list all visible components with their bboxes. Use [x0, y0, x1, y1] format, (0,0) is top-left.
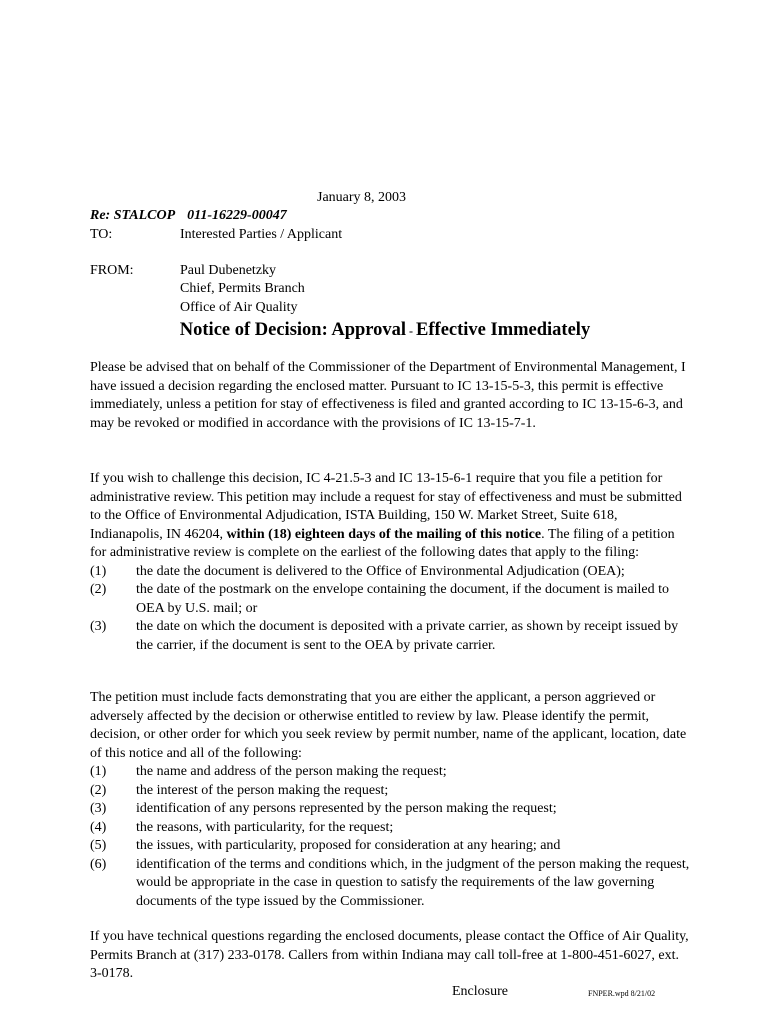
paragraph-challenge	[90, 470, 690, 655]
list-item-number: (1)	[90, 764, 107, 779]
list-item-number: (4)	[90, 819, 107, 835]
paragraph-effective: Please be advised that on behalf of the Commissioner of the Department of Environmental Management, I have issued a decision regarding the enclosed matter. Pursuant to IC 13-15-5-3, this permit is effective immediately, unless a petition for stay of effectiveness is filed and granted according to IC 13-15-6-3, and may be revoked or modified in accordance with the provisions of IC 13-15-7-1.	[90, 360, 686, 431]
document-reference: FNPER.wpd 8/21/02	[588, 989, 656, 998]
from-label: FROM:	[90, 263, 134, 278]
list-item-number: (5)	[90, 838, 107, 853]
letter-date: January 8, 2003	[317, 190, 407, 205]
challenge-text-start: If you wish to challenge this decision, IC 4-21.5-3 and IC 13-15-6-1 require that you file a petition for administrative review. This petition may include a request for stay of effectiveness and must be submitted to the Office of Environmental Adjudication, ISTA Building, 150 W. Market Street, Suite 618, Indianapolis, IN 46204,	[90, 471, 682, 542]
list-item-text: identification of the terms and conditions which, in the judgment of the person making the request, would be appropriate in the case in question to satisfy the requirements of the law governing documents of the type issued by the Commissioner.	[136, 856, 690, 909]
from-name: Paul Dubenetzky	[180, 263, 277, 278]
title-part-2: Effective Immediately	[416, 320, 591, 340]
re-label: Re: STALCOP	[90, 208, 176, 223]
permit-number: 011-16229-00047	[187, 208, 287, 223]
list-item-number: (2)	[90, 582, 107, 597]
challenge-text-end: . The filing of a petition for administrative review is complete on the earliest of the following dates that apply to the filing:	[90, 526, 675, 560]
petition-requirements-list	[90, 763, 690, 911]
list-item-number: (3)	[90, 801, 107, 816]
re-line	[90, 207, 287, 226]
title-part-1: Notice of Decision: Approval	[179, 320, 407, 340]
title-dash: -	[406, 324, 417, 338]
enclosure-note: Enclosure	[452, 984, 508, 999]
list-item-number: (6)	[90, 856, 107, 872]
from-office: Office of Air Quality	[180, 300, 298, 315]
list-item	[90, 856, 690, 912]
challenge-text	[90, 470, 690, 563]
notice-title	[0, 318, 770, 343]
list-item-number: (1)	[90, 563, 107, 579]
filing-dates-list	[90, 563, 690, 656]
list-item-number: (2)	[90, 782, 107, 798]
paragraph-contact: If you have technical questions regarding the enclosed documents, please contact the Office of Air Quality, Permits Branch at (317) 233-0178. Callers from within Indiana may call toll-free at 1-800-451-6027, ext. 3-0178.	[90, 929, 689, 981]
list-item-text: the reasons, with particularity, for the request;	[136, 819, 394, 835]
list-item-text: the name and address of the person making the request;	[136, 764, 447, 779]
list-item-text: identification of any persons represented by the person making the request;	[136, 801, 557, 816]
to-label: TO:	[90, 227, 113, 242]
list-item	[90, 837, 690, 856]
list-item-text: the date of the postmark on the envelope containing the document, if the document is mailed to OEA by U.S. mail; or	[136, 582, 670, 616]
list-item	[90, 618, 690, 655]
list-item	[90, 782, 690, 801]
to-value: Interested Parties / Applicant	[180, 227, 343, 242]
petition-text: The petition must include facts demonstrating that you are either the applicant, a person aggrieved or adversely affected by the decision or otherwise entitled to review by law. Please identify the permit, decision, or other order for which you seek review by permit number, name of the applicant, location, date of this notice and all of the following:	[90, 690, 687, 761]
list-item-text: the issues, with particularity, proposed for consideration at any hearing; and	[136, 838, 561, 853]
list-item	[90, 563, 690, 582]
from-title: Chief, Permits Branch	[180, 281, 305, 296]
paragraph-petition	[90, 689, 690, 911]
list-item	[90, 819, 690, 838]
list-item-number: (3)	[90, 619, 107, 634]
list-item-text: the date the document is delivered to the Office of Environmental Adjudication (OEA);	[136, 563, 625, 579]
list-item-text: the date on which the document is deposited with a private carrier, as shown by receipt issued by the carrier, if the document is sent to the OEA by private carrier.	[136, 619, 679, 653]
list-item	[90, 763, 690, 782]
list-item	[90, 800, 690, 819]
list-item	[90, 581, 690, 618]
list-item-text: the interest of the person making the request;	[136, 782, 389, 798]
deadline-emphasis: within (18) eighteen days of the mailing of this notice	[226, 526, 542, 542]
